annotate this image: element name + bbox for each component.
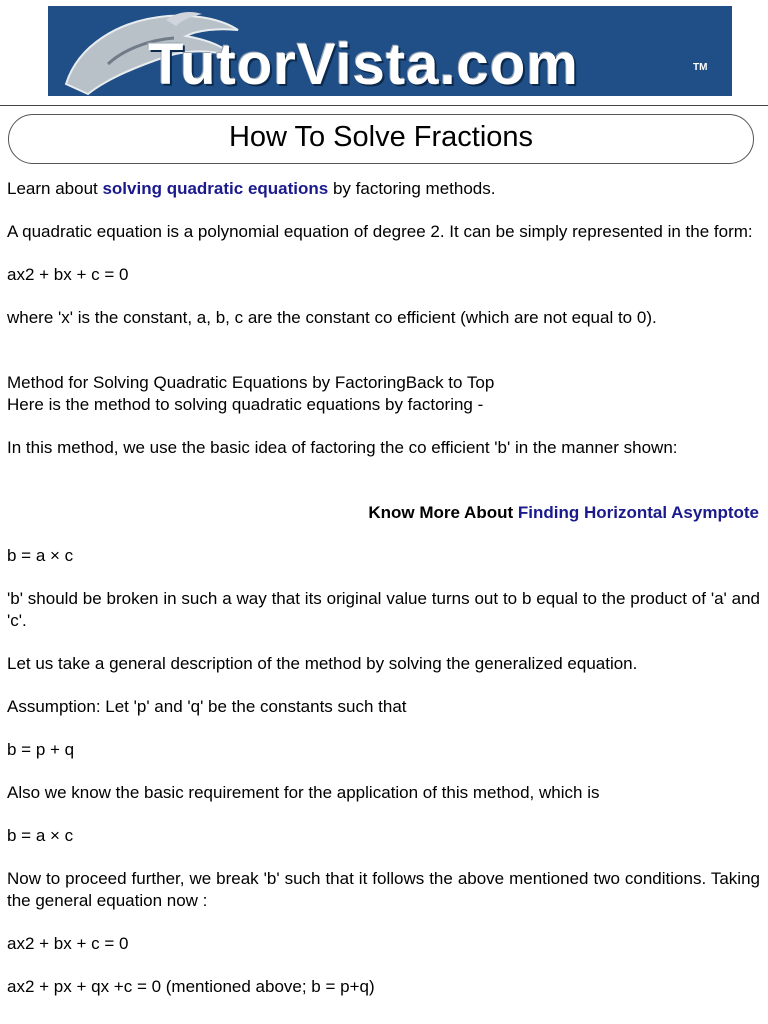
intro-text-before: Learn about — [7, 179, 103, 198]
factoring-idea-paragraph: In this method, we use the basic idea of factoring the co efficient 'b' in the manner shown: — [7, 438, 678, 457]
spacer — [7, 350, 760, 372]
title-box — [8, 114, 754, 164]
finding-horizontal-asymptote-link[interactable]: Finding Horizontal Asymptote — [517, 503, 759, 522]
b-equals-p-plus-q-equation: b = p + q — [7, 740, 75, 759]
page-title: How To Solve Fractions — [228, 121, 534, 153]
general-description-paragraph: Let us take a general description of the method by solving the generalized equation. — [7, 654, 638, 673]
constants-paragraph: where 'x' is the constant, a, b, c are the constant co efficient (which are not equal to 0). — [7, 308, 657, 327]
definition-paragraph: A quadratic equation is a polynomial equation of degree 2. It can be simply represented in the form: — [7, 222, 753, 241]
site-banner[interactable] — [48, 6, 732, 96]
spacer — [7, 480, 760, 502]
brand-wordmark: TutorVista.com — [148, 32, 579, 96]
b-equals-ac-equation: b = a × c — [7, 546, 74, 565]
general-equation: ax2 + bx + c = 0 — [7, 934, 129, 953]
expanded-equation: ax2 + px + qx +c = 0 (mentioned above; b = p+q) — [7, 977, 375, 996]
standard-form-equation: ax2 + bx + c = 0 — [7, 265, 129, 284]
requirement-paragraph: Also we know the basic requirement for the application of this method, which is — [7, 783, 600, 802]
header-divider — [0, 105, 768, 106]
solving-quadratic-equations-link[interactable]: solving quadratic equations — [102, 179, 329, 198]
assumption-paragraph: Assumption: Let 'p' and 'q' be the constants such that — [7, 697, 407, 716]
article-body — [7, 178, 760, 1019]
know-more-line — [7, 502, 760, 524]
method-heading: Method for Solving Quadratic Equations by FactoringBack to Top — [7, 373, 495, 392]
method-intro: Here is the method to solving quadratic equations by factoring - — [7, 395, 484, 414]
b-equals-ac-equation-2: b = a × c — [7, 826, 74, 845]
intro-text-after: by factoring methods. — [328, 179, 496, 198]
break-b-paragraph: 'b' should be broken in such a way that its original value turns out to b equal to the product of 'a' and 'c'. — [7, 589, 760, 630]
proceed-paragraph: Now to proceed further, we break 'b' such that it follows the above mentioned two conditions. Taking the general equation now : — [7, 869, 760, 910]
intro-paragraph — [7, 178, 760, 200]
know-more-label: Know More About — [368, 503, 518, 522]
trademark-mark: TM — [693, 62, 708, 73]
